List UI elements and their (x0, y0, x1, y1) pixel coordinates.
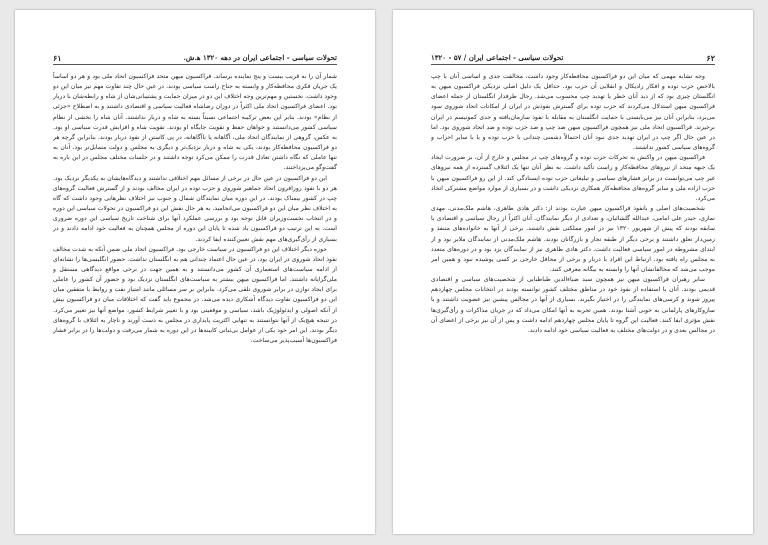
page-number: ۶۱ (53, 53, 62, 63)
paragraph: شخصیت‌های اصلی و بانفوذ فراکسیون میهن عبارت بودند از: دکتر هادی طاهری، هاشم ملک‌مدنی، مهدی نمازی، حیدر علی امامی، عبدالله گلشائیان، و تعدادی از دیگر نمایندگان. آنان اکثراً از رجال سیاسی و اقتصادی با سابقه بودند که پیش از شهریور ۱۳۲۰ نیز در امور مملکتی نقش داشتند. برخی از آنها به خانواده‌های متنفذ و زمین‌دار تعلق داشتند و برخی دیگر از طبقه تجار و بازرگانان بودند. هاشم ملک‌مدنی از نمایندگان ملایر بود و از ابتدای مشروطه در امور سیاسی فعالیت داشت. دکتر هادی طاهری نیز از نمایندگان یزد بود و در دوره‌های متعدد به مجلس راه یافته بود. ارتباط این افراد با دربار و برخی از محافل خارجی بر کسی پوشیده نبود و همین امر موجب می‌شد که مخالفانشان آنها را وابسته به بیگانه معرفی کنند. (431, 205, 715, 273)
book-page-left (15, 10, 375, 534)
paragraph: شمار آن را به قریب بیست و پنج نماینده برساند. فراکسیون میهن متحد فراکسیون اتحاد ملی بود و هر دو اساساً یک جریان فکری محافظه‌کار و وابسته به جناح راست سیاسی بودند. در عین حال چند تفاوت مهم نیز میان این دو وجود داشت. نخستین و مهم‌ترین وجه اختلاف این دو در میزان حمایت و پشتیبانی‌شان از شاه و رابطه‌شان با دربار بود. اعضای فراکسیون اتحاد ملی اکثراً در دوران رضاشاه فعالیت سیاسی و اقتصادی داشتند و به اصطلاح «جزئی از نظام» بودند. بنابر این بعض ترکیبه اجتماعی نسبتاً بسته به شاه و دربار نداشتند. آنان شاه را بخشی از نظام سیاسی کشور می‌دانستند و خواهان حفظ و تقویت جایگاه او بودند. تقویت شاه و افزایش قدرت سیاسی او بود. به عکس، گروهی از نمایندگان اتحاد ملی، آگاهانه یا ناآگاهانه، در پی کاستن از نفوذ دربار بودند. بنابراین گرچه هر دو فراکسیون محافظه‌کار بودند، یکی به شاه و دربار نزدیک‌تر و دیگری به مجلس و دولت متمایل‌تر بود. آنان به تنها عاملی که نگاه داشتن تعادل قدرت را ممکن می‌کرد توجه داشتند و در جلسات مختلف مجلس در این باره به گفت‌وگو می‌پرداختند. (53, 73, 337, 172)
running-head-title: تحولات سیاسی - اجتماعی ایران در دهه ۱۳۲۰ ه‍.ش. (183, 53, 337, 62)
body-text (53, 72, 337, 528)
paragraph: وجه تشابه مهمی که میان این دو فراکسیون محافظه‌کار وجود داشت، مخالفت جدی و اساسی آنان با چپ بالاخص حزب توده و افکار رادیکال و انقلابی آن حزب بود. حداقل یک دلیل اصلی نزدیکی فراکسیون میهن به انگلستان چیزی بود که از دید آنان خطر یا تهدید چپ محسوب می‌شد. رجال طرفدار انگلستان از جمله اعضای فراکسیون میهن استدلال می‌کردند که حزب توده برای گسترش نفوذش در ایران از امکانات اتحاد شوروی سود می‌برد، بنابراین آنان نیز می‌بایستی با حمایت انگلستان به مقابله با نفوذ سازمان‌یافته و جدی کمونیسم در ایران برخیزند. فراکسیون اتحاد ملی نیز همچون فراکسیون میهن ضد چپ و ضد حزب توده و ضد اتحاد شوروی بود. اما در عین حال اگر چپ در ایران تهدید جدی نبود آنان احتمالاً دشمنی چندانی با حزب توده و یا با سایر احزاب و گروه‌های سیاسی کشور نداشتند. (431, 73, 715, 152)
book-page-right (393, 10, 753, 534)
page-number: ۶۲ (706, 53, 715, 63)
running-head (431, 52, 715, 65)
paragraph: حوزه دیگر اختلاف این دو فراکسیون در سیاست خارجی بود. فراکسیون اتحاد ملی ضمن آنکه به شدت مخالف نفوذ اتحاد شوروی در ایران بود، در عین حال اعتماد چندانی هم به انگلستان نداشت. حضور انگلیسی‌ها را نشانه‌ای از ادامه سیاست‌های استعماری آن کشور می‌دانستند و به همین جهت در برخی مواقع دیدگاهی مستقل و ملی‌گرایانه داشتند. اما فراکسیون میهن بیشتر به سیاست‌های انگلستان نزدیک بود و حضور آن کشور را عاملی برای ایجاد توازن در برابر شوروی تلقی می‌کرد. بنابراین بر سر مسائلی مانند امتیاز نفت و روابط با متفقین میان این دو فراکسیون تفاوت دیدگاه آشکاری دیده می‌شد. در مجموع باید گفت که اختلافات میان دو فراکسیون بیش از آنکه اصولی و ایدئولوژیک باشد، سیاسی و موقعیتی بود و با تغییر شرایط کشور، مواضع آنها نیز تغییر می‌کرد. در نتیجه هیچ‌یک از آنها نتوانستند به تنهایی اکثریت پایداری در مجلس به دست آورند و ناچار به ائتلاف با گروه‌های دیگر بودند. این امر خود یکی از عوامل بی‌ثباتی کابینه‌ها در این دوره به شمار می‌رفت و دولت‌ها را در برابر فشار فراکسیون‌ها آسیب‌پذیر می‌ساخت. (53, 245, 337, 345)
paragraph: این دو فراکسیون در عین حال در برخی از مسائل مهم اختلافی نداشتند و دیدگاه‌هایشان به یکدیگر نزدیک بود. هر دو با نفوذ روزافزون اتحاد جماهیر شوروی و حزب توده در ایران مخالف بودند و از گسترش فعالیت گروه‌های چپ در کشور بیمناک بودند. در این دوره میان نمایندگان شمال و جنوب نیز اختلاف نظرهایی وجود داشت که گاه به اختلاف نظر میان این دو فراکسیون می‌انجامید. به هر حال نقش این دو فراکسیون در تحولات سیاسی این دوره و در انتخاب نخست‌وزیران قابل توجه بود و بررسی عملکرد آنها برای شناخت تاریخ سیاسی این دوره ضروری است. به این ترتیب دو فراکسیون یاد شده تا پایان این دوره از مجلس همچنان به فعالیت خود ادامه دادند و در بسیاری از رأی‌گیری‌های مهم نقش تعیین‌کننده ایفا کردند. (53, 174, 337, 243)
body-text (431, 72, 715, 518)
running-head (53, 52, 337, 65)
running-head-title: تحولات سیاسی - اجتماعی ایران / ۵۷ - ۱۳۲۰ (431, 53, 564, 62)
paragraph: سایر رهبران فراکسیون میهن نیز همچون سید ضیاءالدین طباطبایی از شخصیت‌های سیاسی و اقتصادی قدیمی بودند. آنان با استفاده از نفوذ خود در مناطق مختلف کشور توانسته بودند در انتخابات مجلس چهاردهم پیروز شوند و کرسی‌های نمایندگی را در اختیار بگیرند. بسیاری از آنها در مجالس پیشین نیز عضویت داشتند و با سازوکارهای پارلمانی به خوبی آشنا بودند. همین تجربه به آنها امکان می‌داد که در جریان مذاکرات و رأی‌گیری‌ها نقش مؤثری ایفا کنند. فعالیت این گروه تا پایان مجلس چهاردهم ادامه داشت و پس از آن نیز برخی از اعضای آن در مجالس بعدی و در دولت‌های مختلف به فعالیت سیاسی خود ادامه دادند. (431, 276, 715, 334)
paragraph: فراکسیون میهن در واکنش به تحرکات حزب توده و گروه‌های چپ در مجلس و خارج از آن، بر ضرورت ایجاد یک جبهه متحد از نیروهای محافظه‌کار و راست تأکید داشت. به نظر آنان تنها یک ائتلاف گسترده از همه نیروهای غیر چپ می‌توانست در برابر فشارهای سیاسی و تبلیغاتی حزب توده ایستادگی کند. از این رو فراکسیون میهن با حزب اراده ملی و سایر گروه‌های محافظه‌کار همکاری نزدیکی داشت و در بسیاری از موارد مواضع مشترکی اتخاذ می‌کرد. (431, 154, 715, 202)
